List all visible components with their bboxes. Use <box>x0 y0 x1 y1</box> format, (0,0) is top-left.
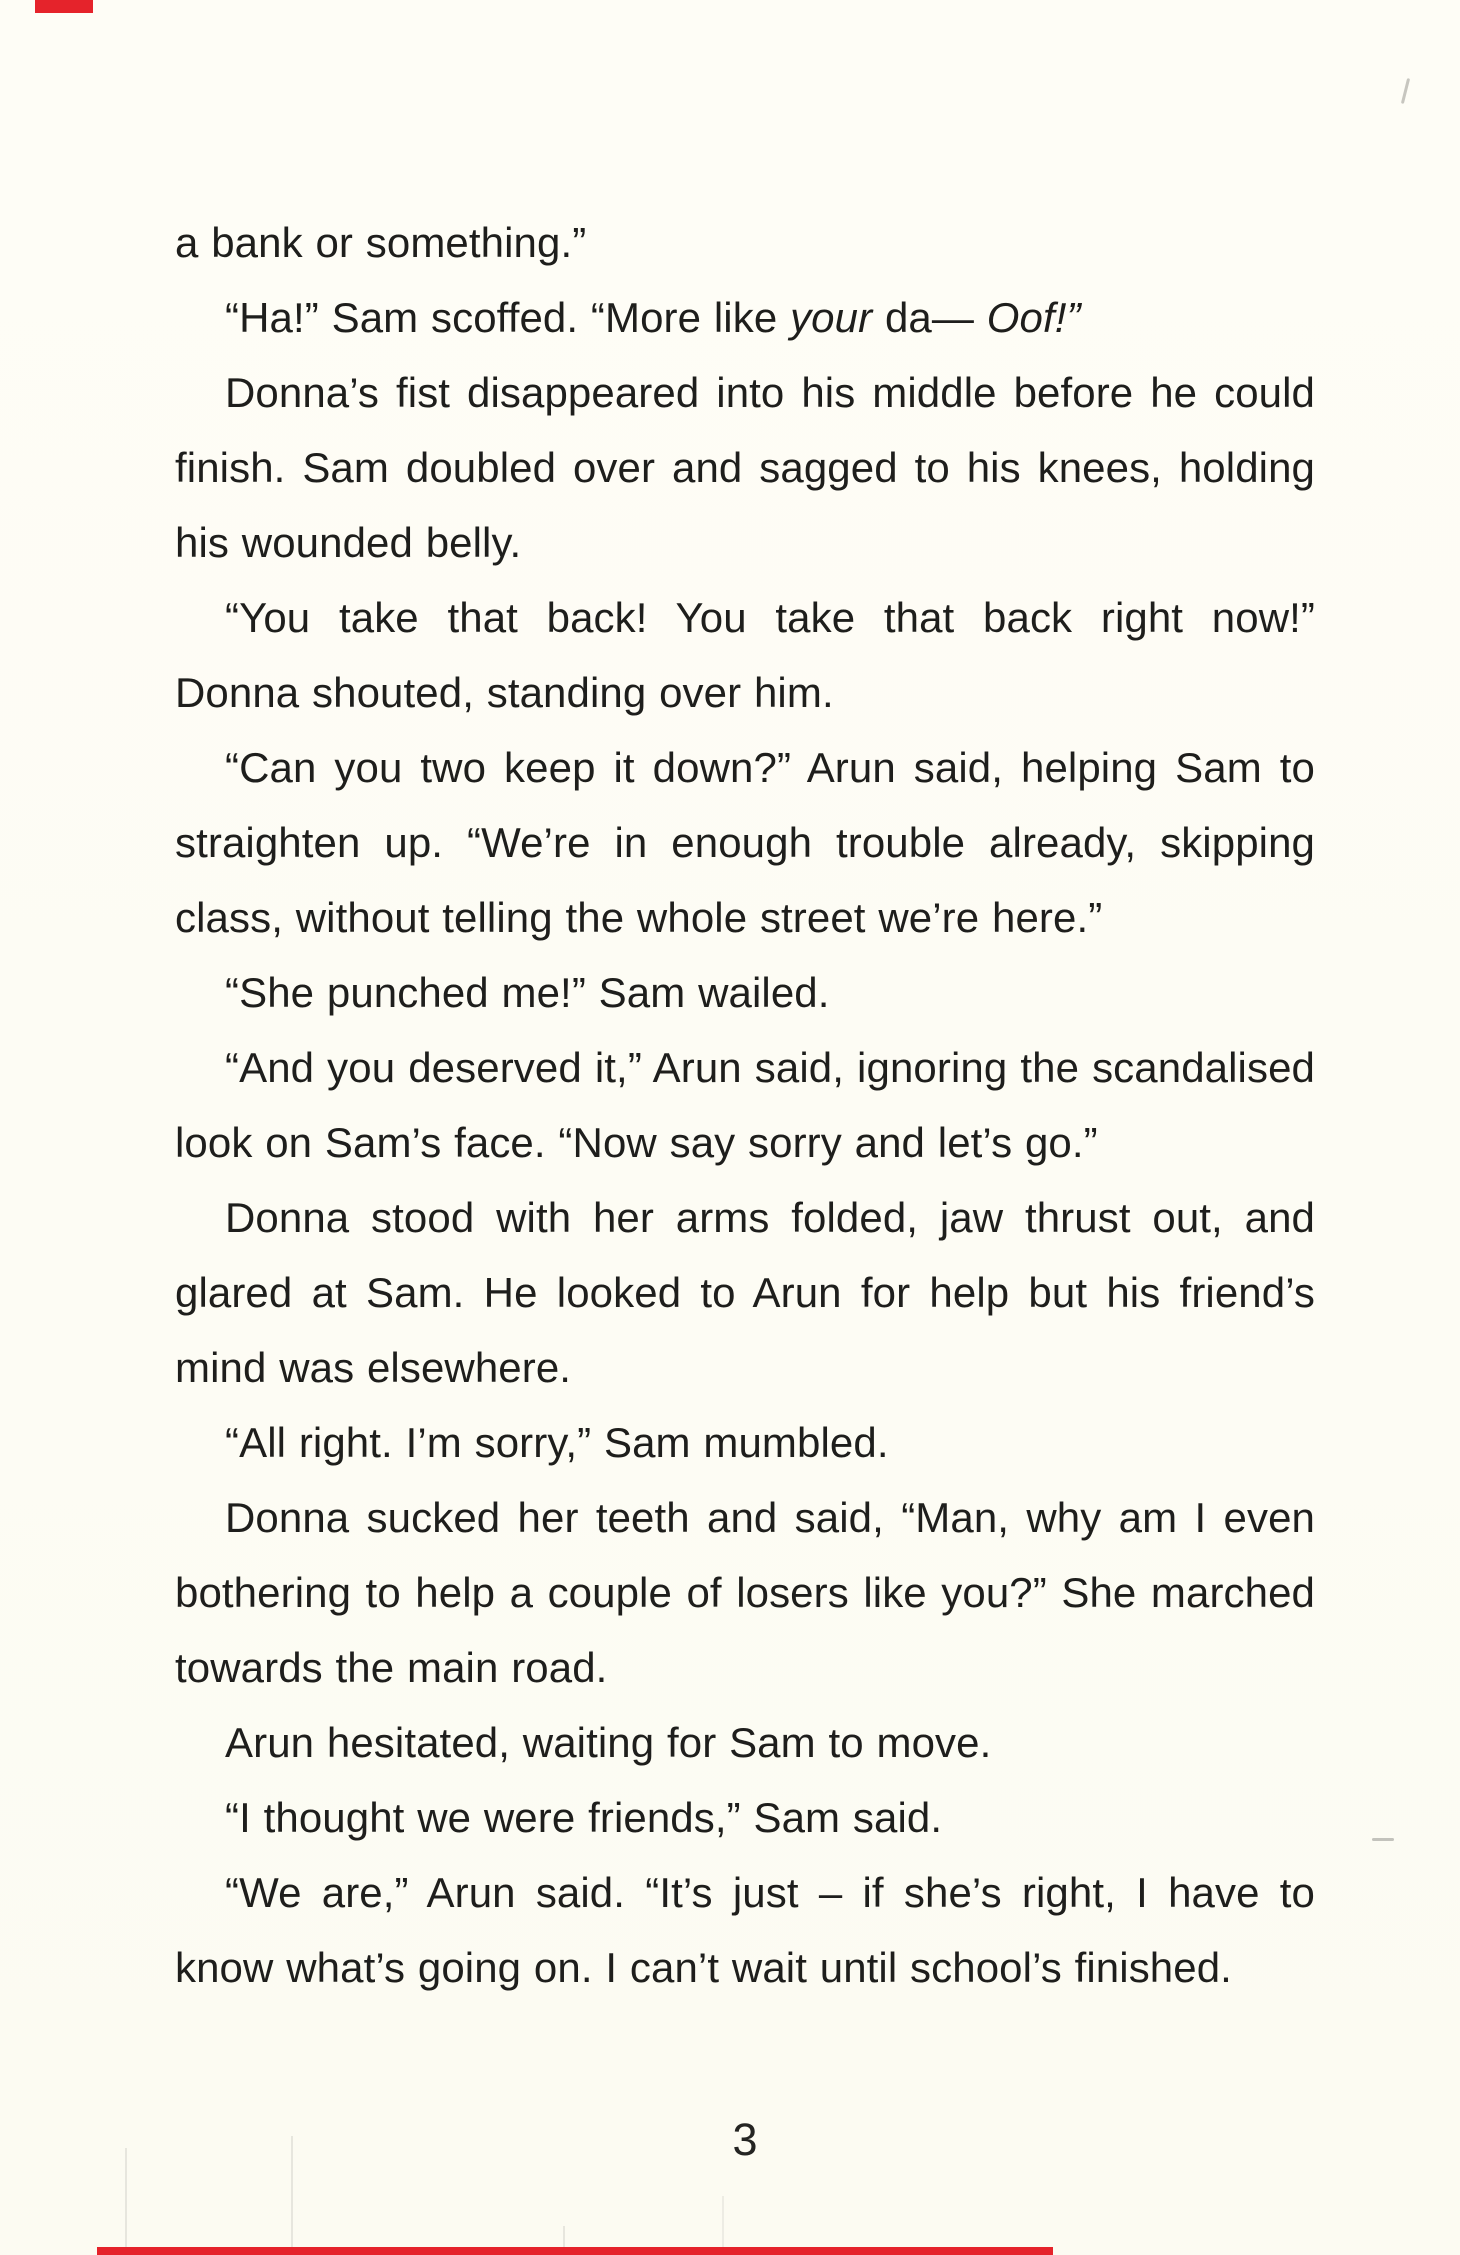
text-line: towards the main road. <box>175 1644 608 1691</box>
text-line: straighten up. “We’re in enough trouble already, skipping <box>175 819 1315 866</box>
text-segment: “Ha!” Sam scoffed. “More like <box>225 294 791 341</box>
page-edge-mark-top <box>35 0 93 13</box>
scan-artifact-mark <box>1372 1838 1394 1841</box>
scan-artifact-line <box>125 2148 127 2255</box>
text-line: “You take that back! You take that back right now!” <box>225 594 1315 641</box>
text-line: look on Sam’s face. “Now say sorry and let’s go.” <box>175 1119 1098 1166</box>
text-line: mind was elsewhere. <box>175 1344 572 1391</box>
text-line: a bank or something.” <box>175 219 587 266</box>
text-line: glared at Sam. He looked to Arun for help but his friend’s <box>175 1269 1315 1316</box>
italic-text-segment: your <box>790 294 873 341</box>
text-line: “She punched me!” Sam wailed. <box>225 969 830 1016</box>
text-line: “I thought we were friends,” Sam said. <box>225 1794 943 1841</box>
italic-text-segment: Oof!” <box>986 294 1081 341</box>
text-line: “We are,” Arun said. “It’s just – if she’s right, I have to <box>225 1869 1315 1916</box>
text-line: bothering to help a couple of losers like you?” She marched <box>175 1569 1315 1616</box>
text-segment: da— <box>872 294 987 341</box>
text-line: Donna’s fist disappeared into his middle before he could <box>225 369 1315 416</box>
text-line: class, without telling the whole street we’re here.” <box>175 894 1103 941</box>
text-line: “And you deserved it,” Arun said, ignoring the scandalised <box>225 1044 1315 1091</box>
text-line: Arun hesitated, waiting for Sam to move. <box>225 1719 992 1766</box>
text-line: know what’s going on. I can’t wait until school’s finished. <box>175 1944 1232 1991</box>
page-number: 3 <box>732 2114 758 2165</box>
text-line: “Can you two keep it down?” Arun said, helping Sam to <box>225 744 1315 791</box>
text-line <box>175 280 1315 355</box>
body-text <box>175 205 1315 2005</box>
scan-artifact-mark <box>1401 78 1410 104</box>
scan-artifact-line <box>291 2136 293 2255</box>
text-line: “All right. I’m sorry,” Sam mumbled. <box>225 1419 889 1466</box>
text-line: Donna sucked her teeth and said, “Man, why am I even <box>225 1494 1315 1541</box>
text-line: his wounded belly. <box>175 519 522 566</box>
text-line: Donna stood with her arms folded, jaw thrust out, and <box>225 1194 1315 1241</box>
page-edge-mark-bottom <box>97 2247 1053 2255</box>
text-line: finish. Sam doubled over and sagged to his knees, holding <box>175 444 1315 491</box>
text-line: Donna shouted, standing over him. <box>175 669 834 716</box>
